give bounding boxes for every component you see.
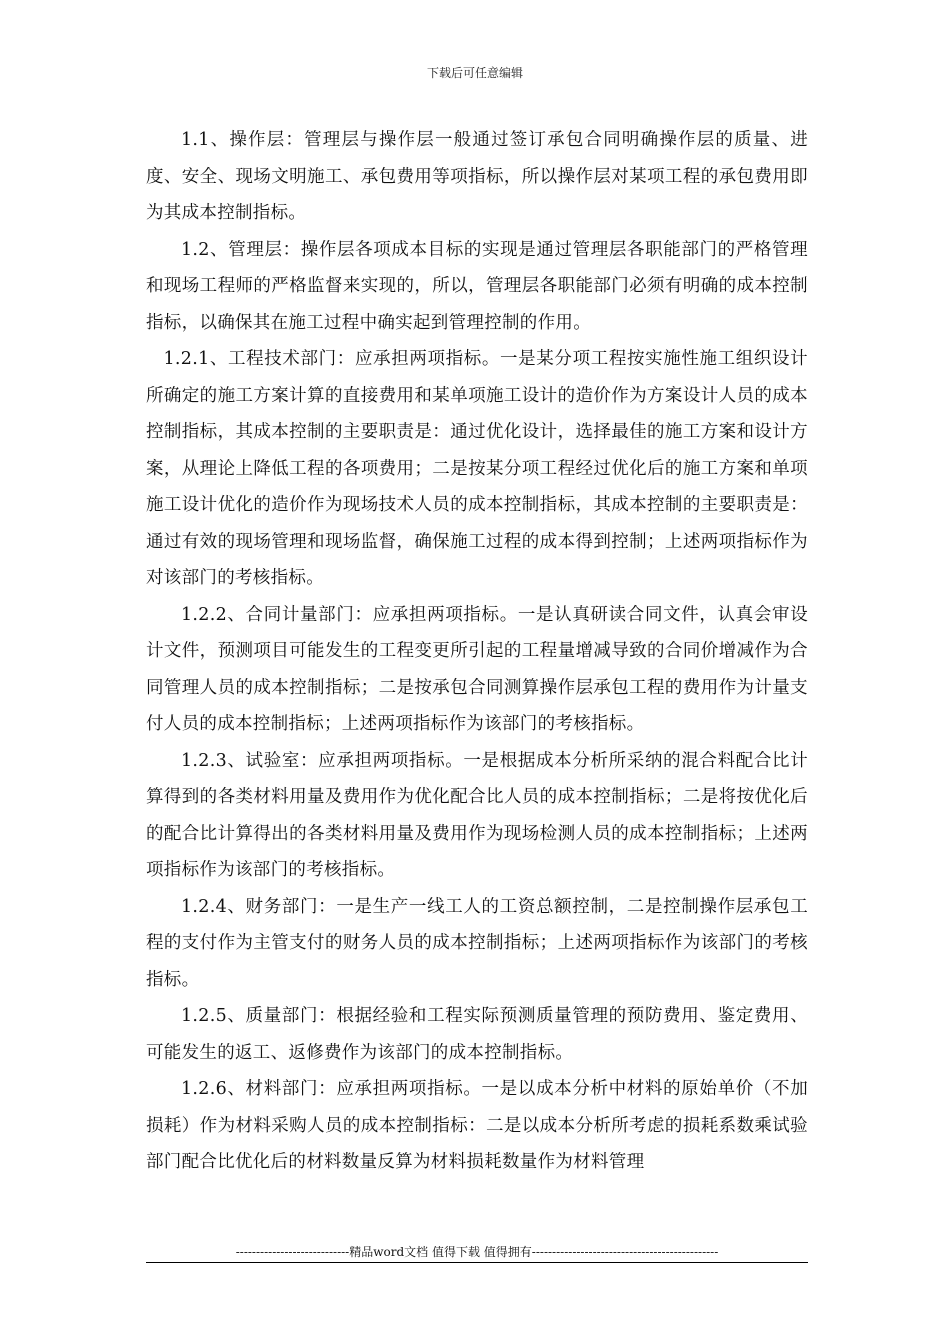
document-body bbox=[146, 122, 808, 1181]
footer-divider bbox=[146, 1262, 808, 1263]
page-header-note: 下载后可任意编辑 bbox=[426, 66, 523, 80]
paragraph-1-2-6: 1.2.6、材料部门：应承担两项指标。一是以成本分析中材料的原始单价（不加损耗）作为材料采购人员的成本控制指标：二是以成本分析所考虑的损耗系数乘试验部门配合比优化后的材料数量反算为材料损耗数量作为材料管理 bbox=[146, 1079, 808, 1172]
paragraph-1-2-2: 1.2.2、合同计量部门：应承担两项指标。一是认真研读合同文件，认真会审设计文件，预测项目可能发生的工程变更所引起的工程量增减导致的合同价增减作为合同管理人员的成本控制指标；二是按承包合同测算操作层承包工程的费用作为计量支付人员的成本控制指标；上述两项指标作为该部门的考核指标。 bbox=[146, 604, 808, 734]
paragraph-1-2-5: 1.2.5、质量部门：根据经验和工程实际预测质量管理的预防费用、鉴定费用、可能发生的返工、返修费作为该部门的成本控制指标。 bbox=[146, 1006, 808, 1063]
paragraph-1-2-1: 1.2.1、工程技术部门：应承担两项指标。一是某分项工程按实施性施工组织设计所确定的施工方案计算的直接费用和某单项施工设计的造价作为方案设计人员的成本控制指标，其成本控制的主要职责是：通过优化设计，选择最佳的施工方案和设计方案，从理论上降低工程的各项费用；二是按某分项工程经过优化后的施工方案和单项施工设计优化的造价作为现场技术人员的成本控制指标，其成本控制的主要职责是：通过有效的现场管理和现场监督，确保施工过程的成本得到控制；上述两项指标作为对该部门的考核指标。 bbox=[146, 349, 808, 588]
paragraph-1-2: 1.2、管理层：操作层各项成本目标的实现是通过管理层各职能部门的严格管理和现场工程师的严格监督来实现的，所以，管理层各职能部门必须有明确的成本控制指标，以确保其在施工过程中确实起到管理控制的作用。 bbox=[146, 239, 808, 333]
paragraph-1-1: 1.1、操作层：管理层与操作层一般通过签订承包合同明确操作层的质量、进度、安全、现场文明施工、承包费用等项指标，所以操作层对某项工程的承包费用即为其成本控制指标。 bbox=[146, 130, 808, 223]
page-footer-note: ----------------------------精品word文档 值得下载 值得拥有---------------------------------------------- bbox=[235, 1245, 719, 1259]
paragraph-1-2-3: 1.2.3、试验室：应承担两项指标。一是根据成本分析所采纳的混合料配合比计算得到的各类材料用量及费用作为优化配合比人员的成本控制指标；二是将按优化后的配合比计算得出的各类材料用量及费用作为现场检测人员的成本控制指标；上述两项指标作为该部门的考核指标。 bbox=[146, 750, 808, 880]
paragraph-1-2-4: 1.2.4、财务部门：一是生产一线工人的工资总额控制，二是控制操作层承包工程的支付作为主管支付的财务人员的成本控制指标；上述两项指标作为该部门的考核指标。 bbox=[146, 896, 808, 990]
